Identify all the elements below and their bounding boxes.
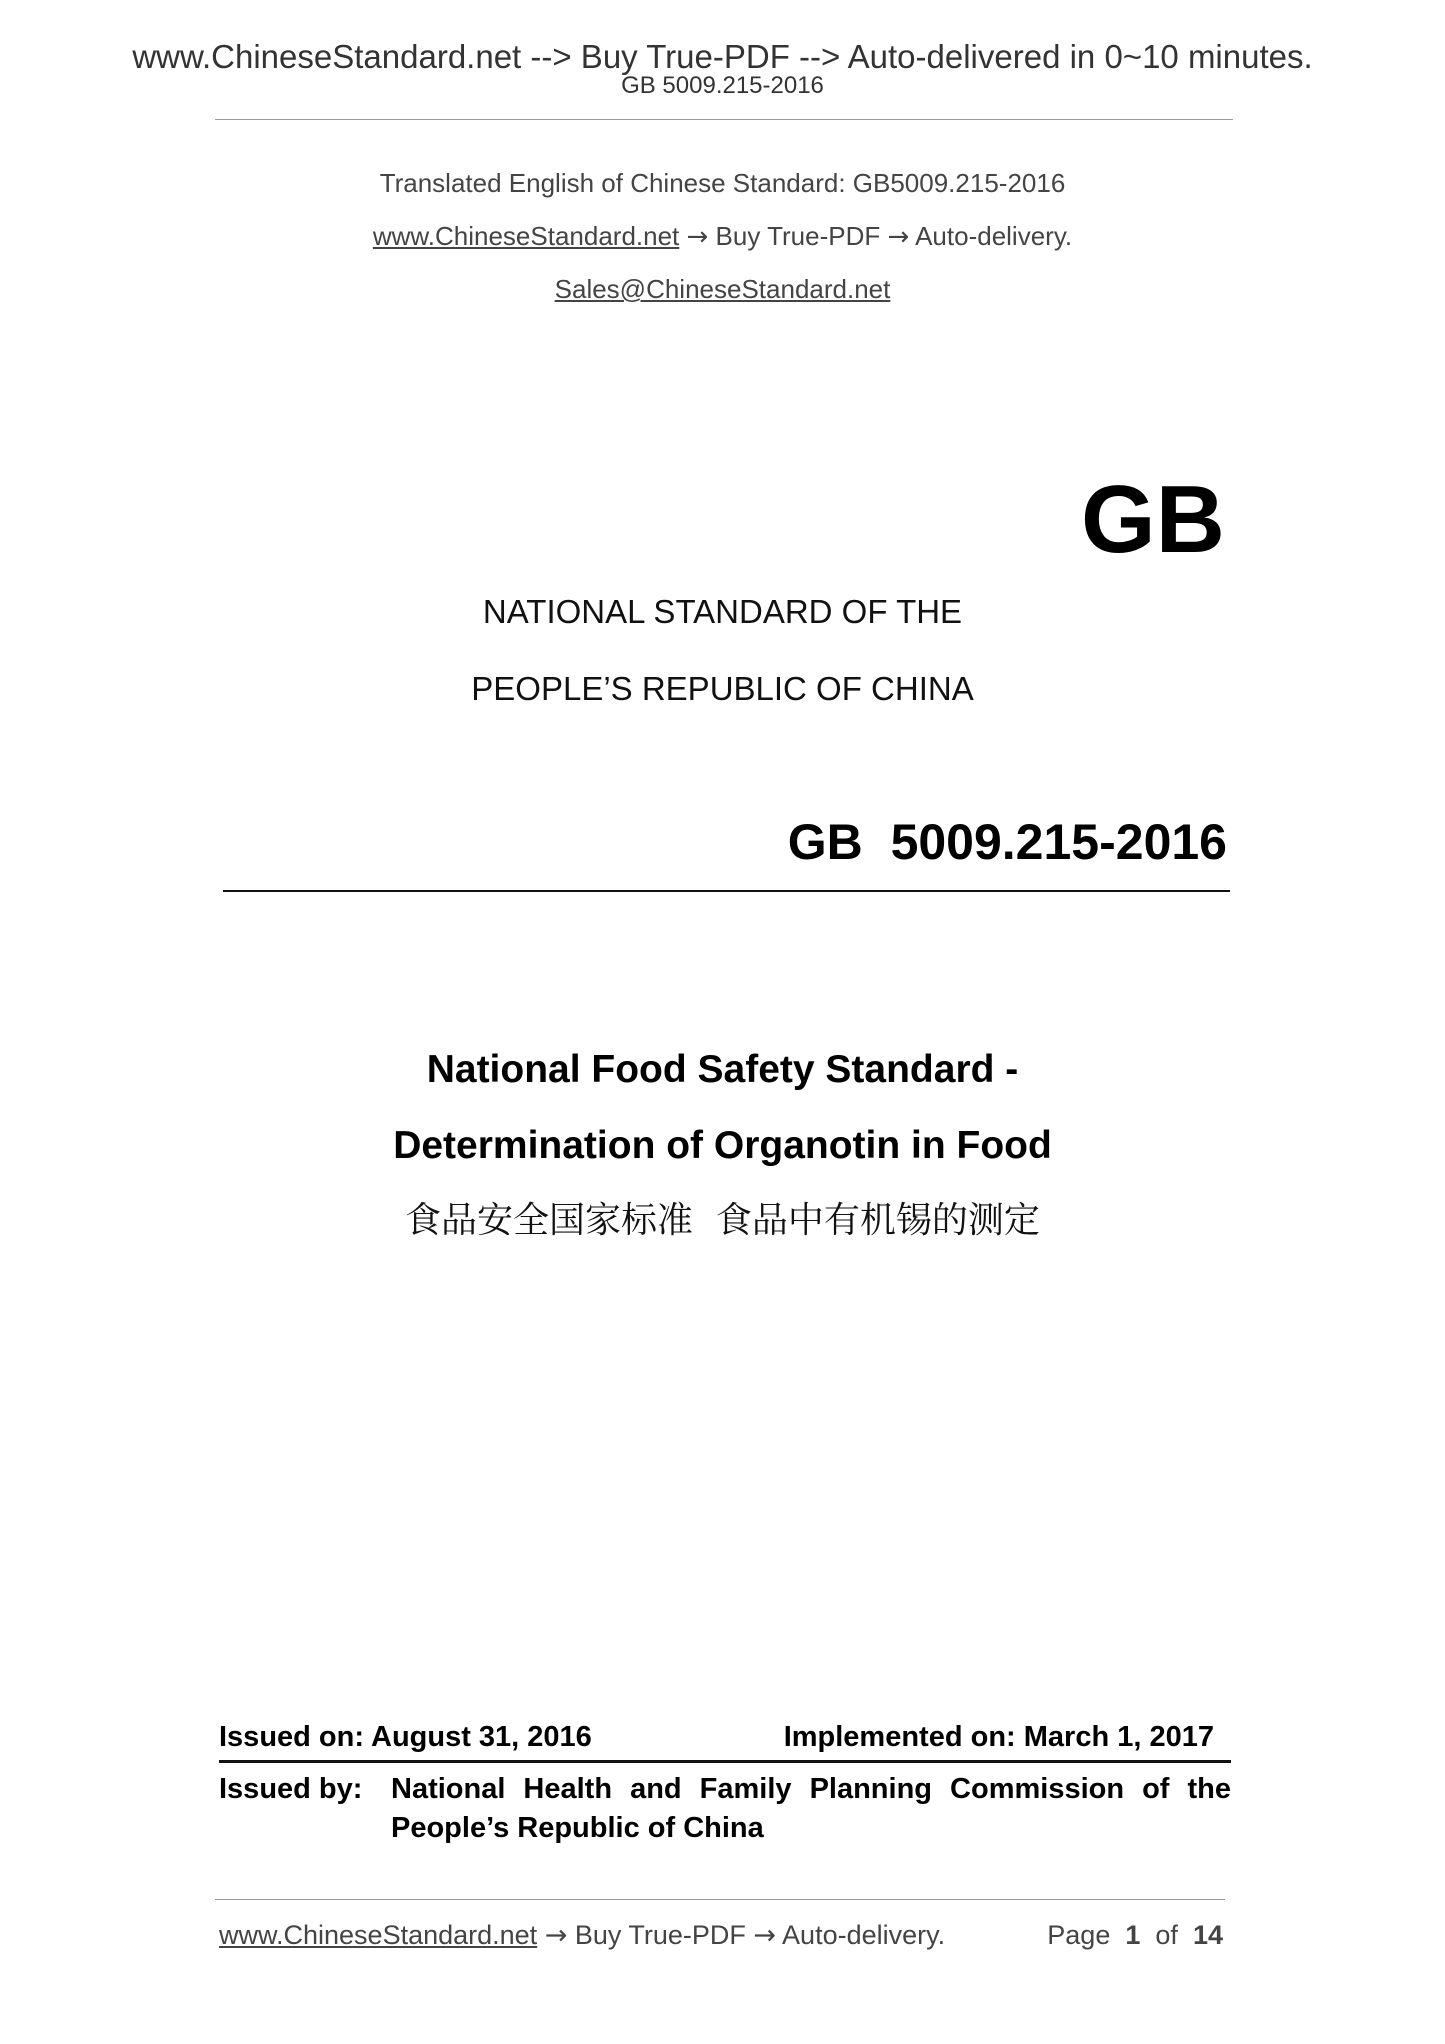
auto-delivery-text: Auto-delivery. bbox=[915, 221, 1073, 251]
translated-notice: Translated English of Chinese Standard: GB5009.215-2016 bbox=[379, 168, 1066, 198]
page-current: 1 bbox=[1125, 1920, 1141, 1950]
issued-by-label: Issued by: bbox=[219, 1773, 363, 1805]
footer-buy-text: Buy True-PDF bbox=[574, 1920, 746, 1950]
issue-divider bbox=[219, 1760, 1231, 1763]
sales-email-link[interactable]: Sales@ChineseStandard.net bbox=[554, 274, 891, 304]
document-title-line-1: National Food Safety Standard - bbox=[426, 1048, 1019, 1091]
top-banner: www.ChineseStandard.net --> Buy True-PDF --> Auto-delivered in 0~10 minutes. bbox=[132, 38, 1313, 75]
document-title-line-2: Determination of Organotin in Food bbox=[393, 1124, 1052, 1167]
header-divider bbox=[215, 119, 1233, 120]
page-indicator bbox=[1047, 1922, 1223, 1949]
footer-delivery-text: Auto-delivery. bbox=[782, 1920, 946, 1950]
national-standard-line-2: PEOPLE’S REPUBLIC OF CHINA bbox=[471, 670, 974, 707]
footer-divider bbox=[215, 1899, 1225, 1900]
document-title-chinese: 食品安全国家标准 食品中有机锡的测定 bbox=[405, 1200, 1040, 1241]
buy-true-pdf-text: Buy True-PDF bbox=[715, 221, 881, 251]
running-header: GB 5009.215-2016 bbox=[621, 72, 824, 99]
page-total: 14 bbox=[1192, 1920, 1223, 1950]
issued-by-authority-line-2: People’s Republic of China bbox=[391, 1812, 764, 1844]
implemented-on-date: Implemented on: March 1, 2017 bbox=[783, 1721, 1214, 1753]
gb-logo: GB bbox=[1081, 466, 1225, 573]
issued-on-date: Issued on: August 31, 2016 bbox=[219, 1721, 592, 1753]
site-link[interactable]: www.ChineseStandard.net bbox=[372, 221, 680, 251]
page-label: Page bbox=[1047, 1920, 1111, 1950]
arrow-right-icon: → bbox=[753, 1920, 777, 1951]
footer-site-link[interactable]: www.ChineseStandard.net bbox=[219, 1920, 538, 1950]
arrow-right-icon: → bbox=[887, 222, 910, 252]
arrow-right-icon: → bbox=[686, 222, 709, 252]
info-links-line bbox=[0, 223, 1445, 250]
national-standard-line-1: NATIONAL STANDARD OF THE bbox=[482, 593, 963, 630]
email-line bbox=[0, 276, 1445, 302]
page-of-label: of bbox=[1155, 1920, 1178, 1950]
standard-number: GB 5009.215-2016 bbox=[787, 814, 1227, 870]
arrow-right-icon: → bbox=[544, 1920, 568, 1951]
issued-by-authority-line-1: National Health and Family Planning Commission of the bbox=[391, 1773, 1231, 1805]
footer-links-line bbox=[219, 1922, 945, 1949]
title-divider bbox=[223, 890, 1230, 892]
